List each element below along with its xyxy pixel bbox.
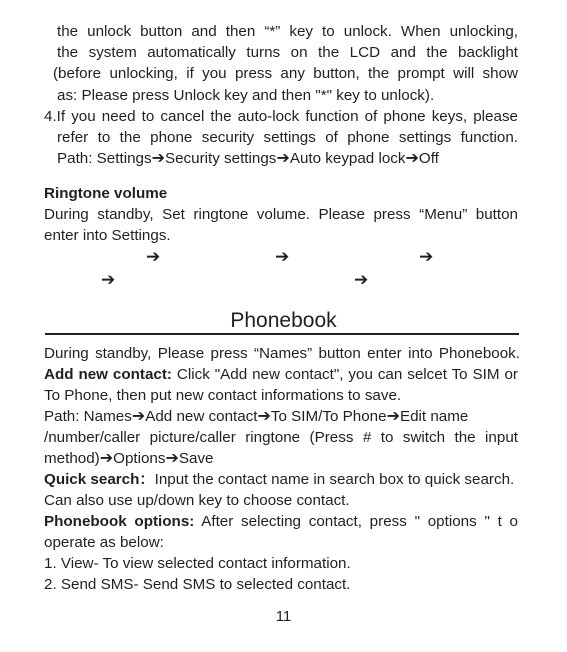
page-number: 11 [275, 608, 292, 625]
path-security-settings: Security settings [164, 150, 277, 167]
phonebook-options-line-1 [44, 512, 518, 532]
arrow-right-icon: ➔ [354, 270, 369, 289]
phonebook-heading: Phonebook [230, 309, 337, 332]
unlock-line-6: refer to the phone security settings of phone settings function. [57, 129, 518, 146]
path-edit-name: Edit name [399, 408, 469, 425]
quick-search-line-2: Can also use up/down key to choose contact. [44, 492, 350, 509]
list-item: 2. Send SMS- Send SMS to selected contact. [44, 576, 351, 593]
phonebook-path-2: /number/caller picture/caller ringtone (Press # to switch the input [44, 429, 518, 446]
arrow-right-icon: ➔ [275, 247, 290, 266]
quick-search-line-1 [44, 470, 514, 490]
unlock-line-4: as: Please press Unlock key and then "*" key to unlock). [57, 87, 435, 104]
quick-search-text: Input the contact name in search box to quick search. [154, 471, 515, 488]
path-names: Path: Names [44, 408, 132, 425]
arrow-right-icon: ➔ [101, 270, 116, 289]
ringtone-line-2: enter into Settings. [44, 227, 171, 244]
path-save: Save [178, 450, 214, 467]
path-options: Options [113, 450, 166, 467]
arrow-right-icon: ➔ [146, 247, 161, 266]
phonebook-options-text: After selecting contact, press " options " t o [194, 513, 518, 530]
unlock-item-4: 4.If you need to cancel the auto-lock function of phone keys, please [44, 108, 518, 125]
arrow-right-icon: ➔ [386, 408, 400, 425]
arrow-right-icon: ➔ [276, 150, 290, 167]
unlock-line-1: the unlock button and then “*” key to unlock. When unlocking, [57, 23, 518, 40]
phonebook-path-1 [44, 407, 468, 427]
arrow-right-icon: ➔ [419, 247, 434, 266]
add-contact-label: Add new contact: [44, 366, 172, 383]
path-settings: Path: Settings [57, 150, 152, 167]
add-contact-line-2: To Phone, then put new contact informations to save. [44, 387, 402, 404]
arrow-right-icon: ➔ [99, 450, 114, 467]
path-off: Off [418, 150, 439, 167]
unlock-line-3: (before unlocking, if you press any button, the prompt will show [53, 65, 518, 82]
ringtone-title: Ringtone volume [44, 185, 168, 202]
add-contact-line-1 [44, 365, 518, 385]
path-auto-keypad-lock: Auto keypad lock [289, 150, 406, 167]
arrow-right-icon: ➔ [165, 450, 179, 467]
phonebook-intro: During standby, Please press “Names” button enter into Phonebook. [44, 345, 520, 362]
list-item: 1. View- To view selected contact information. [44, 555, 351, 572]
arrow-right-icon: ➔ [257, 408, 271, 425]
unlock-line-2: the system automatically turns on the LCD and the backlight [57, 44, 518, 61]
quick-search-label: Quick search： [44, 471, 155, 488]
ringtone-line-1: During standby, Set ringtone volume. Please press “Menu” button [44, 206, 518, 223]
path-to-sim-phone: To SIM/To Phone [270, 408, 387, 425]
phonebook-path-3 [44, 449, 214, 469]
path-method: method) [44, 450, 100, 467]
add-contact-text: Click "Add new contact", you can selcet To SIM or [172, 366, 518, 383]
arrow-right-icon: ➔ [131, 408, 146, 425]
phonebook-options-label: Phonebook options: [44, 513, 195, 530]
arrow-right-icon: ➔ [405, 150, 419, 167]
phonebook-options-line-2: operate as below: [44, 534, 164, 551]
arrow-right-icon: ➔ [151, 150, 165, 167]
unlock-path [57, 149, 439, 169]
path-add-new-contact: Add new contact [145, 408, 258, 425]
heading-underline [45, 333, 519, 335]
